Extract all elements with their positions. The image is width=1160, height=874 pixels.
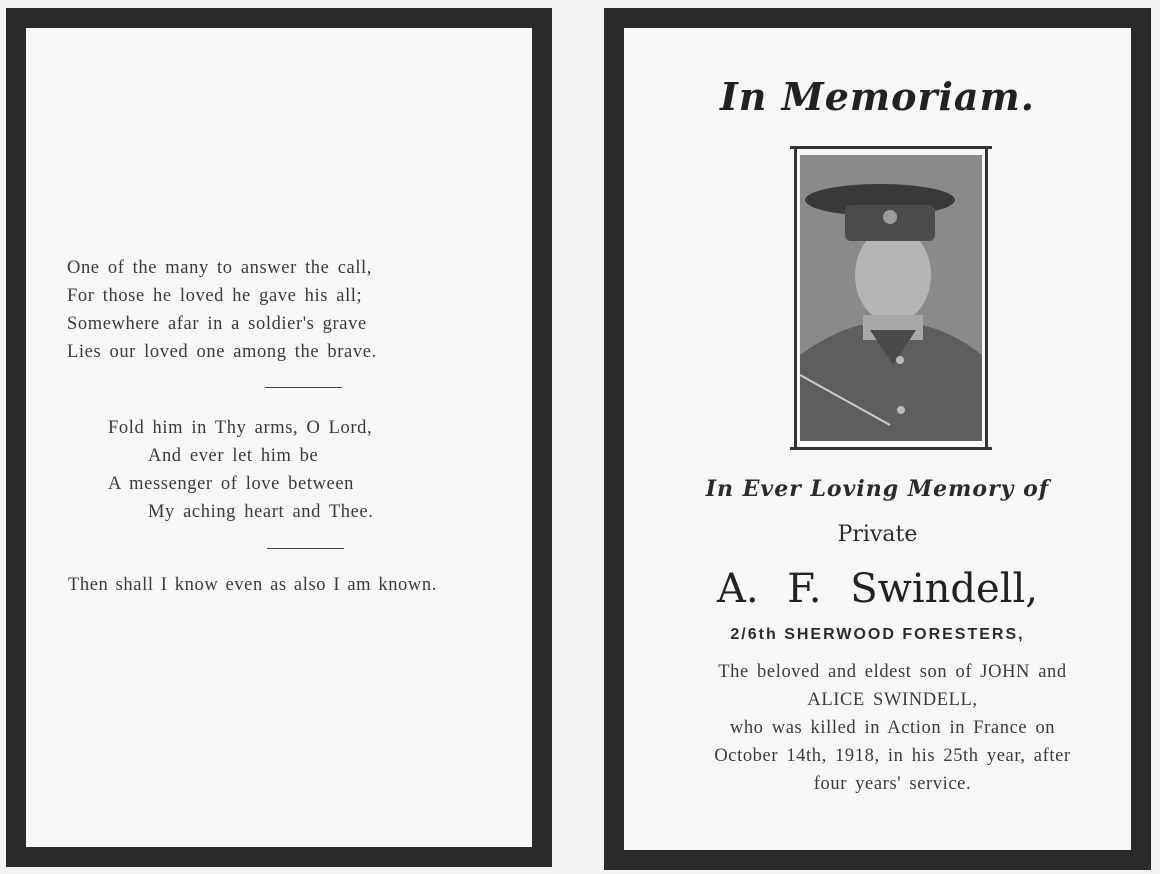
- left-memorial-card: [6, 8, 552, 867]
- soldier-portrait-image: [800, 155, 982, 441]
- right-memorial-card: [604, 8, 1151, 870]
- face-shape: [855, 227, 931, 323]
- bio-line: October 14th, 1918, in his 25th year, after: [714, 746, 1071, 766]
- biography: [654, 658, 1131, 798]
- soldier-portrait: [800, 155, 982, 441]
- portrait-frame: [790, 146, 992, 450]
- verse-line: A messenger of love between: [108, 474, 355, 494]
- verse-one: [67, 254, 377, 366]
- soldier-name: A. F. Swindell,: [716, 566, 1039, 612]
- verse-two: [108, 414, 373, 526]
- left-card-paper: [26, 28, 532, 847]
- verse-line: And ever let him be: [148, 446, 319, 466]
- verse-line: One of the many to answer the call,: [67, 258, 373, 278]
- bio-line: who was killed in Action in France on: [729, 718, 1056, 738]
- bio-line: ALICE SWINDELL,: [807, 690, 978, 710]
- verse-line: My aching heart and Thee.: [148, 502, 374, 522]
- verse-line: Somewhere afar in a soldier's grave: [67, 314, 367, 334]
- rank: Private: [837, 522, 918, 547]
- memorial-title: In Memoriam.: [720, 74, 1035, 119]
- cap-badge: [883, 210, 897, 224]
- closing-line: Then shall I know even as also I am known.: [68, 575, 437, 595]
- bio-line: four years' service.: [813, 774, 972, 794]
- divider-rule: [265, 387, 342, 388]
- bio-line: The beloved and eldest son of JOHN and: [718, 662, 1067, 682]
- right-card-paper: [624, 28, 1131, 850]
- divider-rule: [267, 548, 344, 549]
- memory-line: In Ever Loving Memory of: [705, 476, 1050, 502]
- regiment: 2/6th SHERWOOD FORESTERS,: [730, 626, 1025, 643]
- verse-line: For those he loved he gave his all;: [67, 286, 363, 306]
- verse-line: Lies our loved one among the brave.: [67, 342, 377, 362]
- verse-line: Fold him in Thy arms, O Lord,: [108, 418, 373, 438]
